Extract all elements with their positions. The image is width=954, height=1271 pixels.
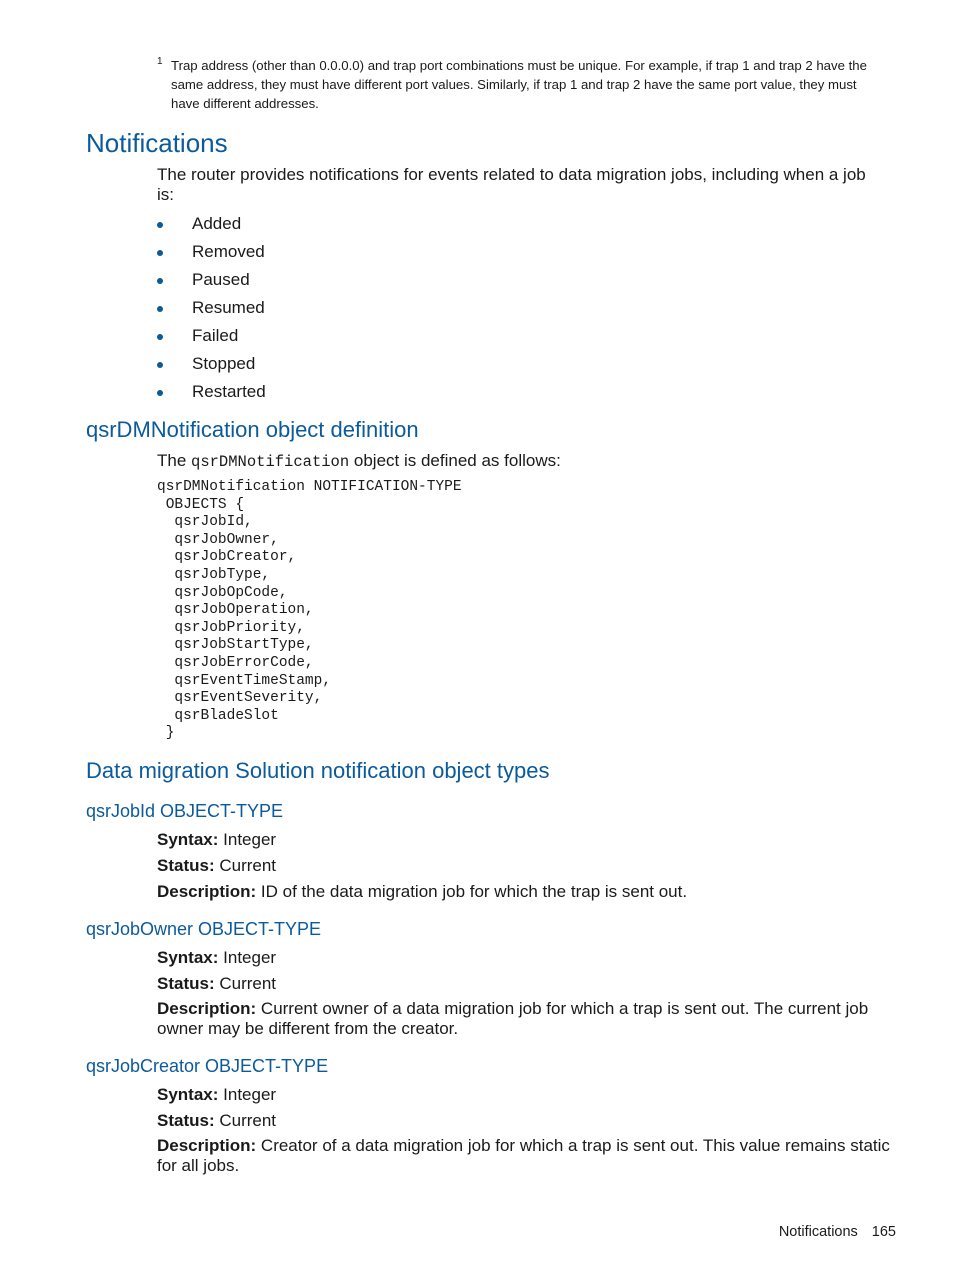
bullet-icon	[157, 222, 163, 228]
notifications-heading: Notifications	[86, 128, 228, 158]
list-item: Restarted	[157, 380, 266, 408]
code-block: qsrDMNotification NOTIFICATION-TYPE OBJECTS { qsrJobId, qsrJobOwner, qsrJobCreator, qsrJobType, qsrJobOpCode, qsrJobOperation, qsrJobPriority, qsrJobStartType, qsrJobErrorCode, qsrEventTimeStamp, qsrEventSeverity, qsrBladeSlot }	[157, 479, 462, 742]
list-item: Stopped	[157, 352, 266, 380]
status-field: Status: Current	[157, 856, 277, 875]
bullet-icon	[157, 306, 163, 312]
event-list	[157, 212, 266, 408]
syntax-field: Syntax: Integer	[157, 1085, 277, 1104]
description-field: Description: Creator of a data migration job for which a trap is sent out. This value remains static for all jobs.	[157, 1136, 890, 1175]
bullet-icon	[157, 250, 163, 256]
bullet-icon	[157, 334, 163, 340]
object-heading: qsrJobCreator OBJECT-TYPE	[86, 1056, 329, 1076]
definition-heading: qsrDMNotification object definition	[86, 417, 419, 442]
status-field: Status: Current	[157, 1111, 277, 1130]
footer-section: Notifications	[778, 1224, 858, 1240]
syntax-field: Syntax: Integer	[157, 830, 277, 849]
list-item: Resumed	[157, 296, 266, 324]
bullet-icon	[157, 362, 163, 368]
bullet-icon	[157, 390, 163, 396]
description-field: Description: Current owner of a data migration job for which a trap is sent out. The current job owner may be different from the creator.	[157, 999, 869, 1038]
types-heading: Data migration Solution notification object types	[86, 758, 550, 783]
list-item: Added	[157, 212, 266, 240]
status-field: Status: Current	[157, 974, 277, 993]
notifications-intro: The router provides notifications for events related to data migration jobs, including when a job is:	[157, 165, 866, 204]
list-item: Removed	[157, 240, 266, 268]
bullet-icon	[157, 278, 163, 284]
inline-code: qsrDMNotification	[191, 453, 350, 471]
page-footer	[779, 1222, 896, 1242]
definition-intro: The qsrDMNotification object is defined as follows:	[157, 451, 561, 471]
list-item: Failed	[157, 324, 266, 352]
page-number: 165	[871, 1224, 896, 1240]
footnote	[157, 56, 887, 113]
description-field: Description: ID of the data migration job for which the trap is sent out.	[157, 882, 688, 901]
list-item: Paused	[157, 268, 266, 296]
footnote-mark: 1	[157, 56, 163, 67]
syntax-field: Syntax: Integer	[157, 948, 277, 967]
object-heading: qsrJobOwner OBJECT-TYPE	[86, 919, 322, 939]
footnote-text: Trap address (other than 0.0.0.0) and trap port combinations must be unique. For example, if trap 1 and trap 2 have the same address, they must have different port values. Similarly, if trap 1 and trap 2 have the same port value, they must have different addresses.	[171, 58, 867, 111]
object-heading: qsrJobId OBJECT-TYPE	[86, 801, 284, 821]
